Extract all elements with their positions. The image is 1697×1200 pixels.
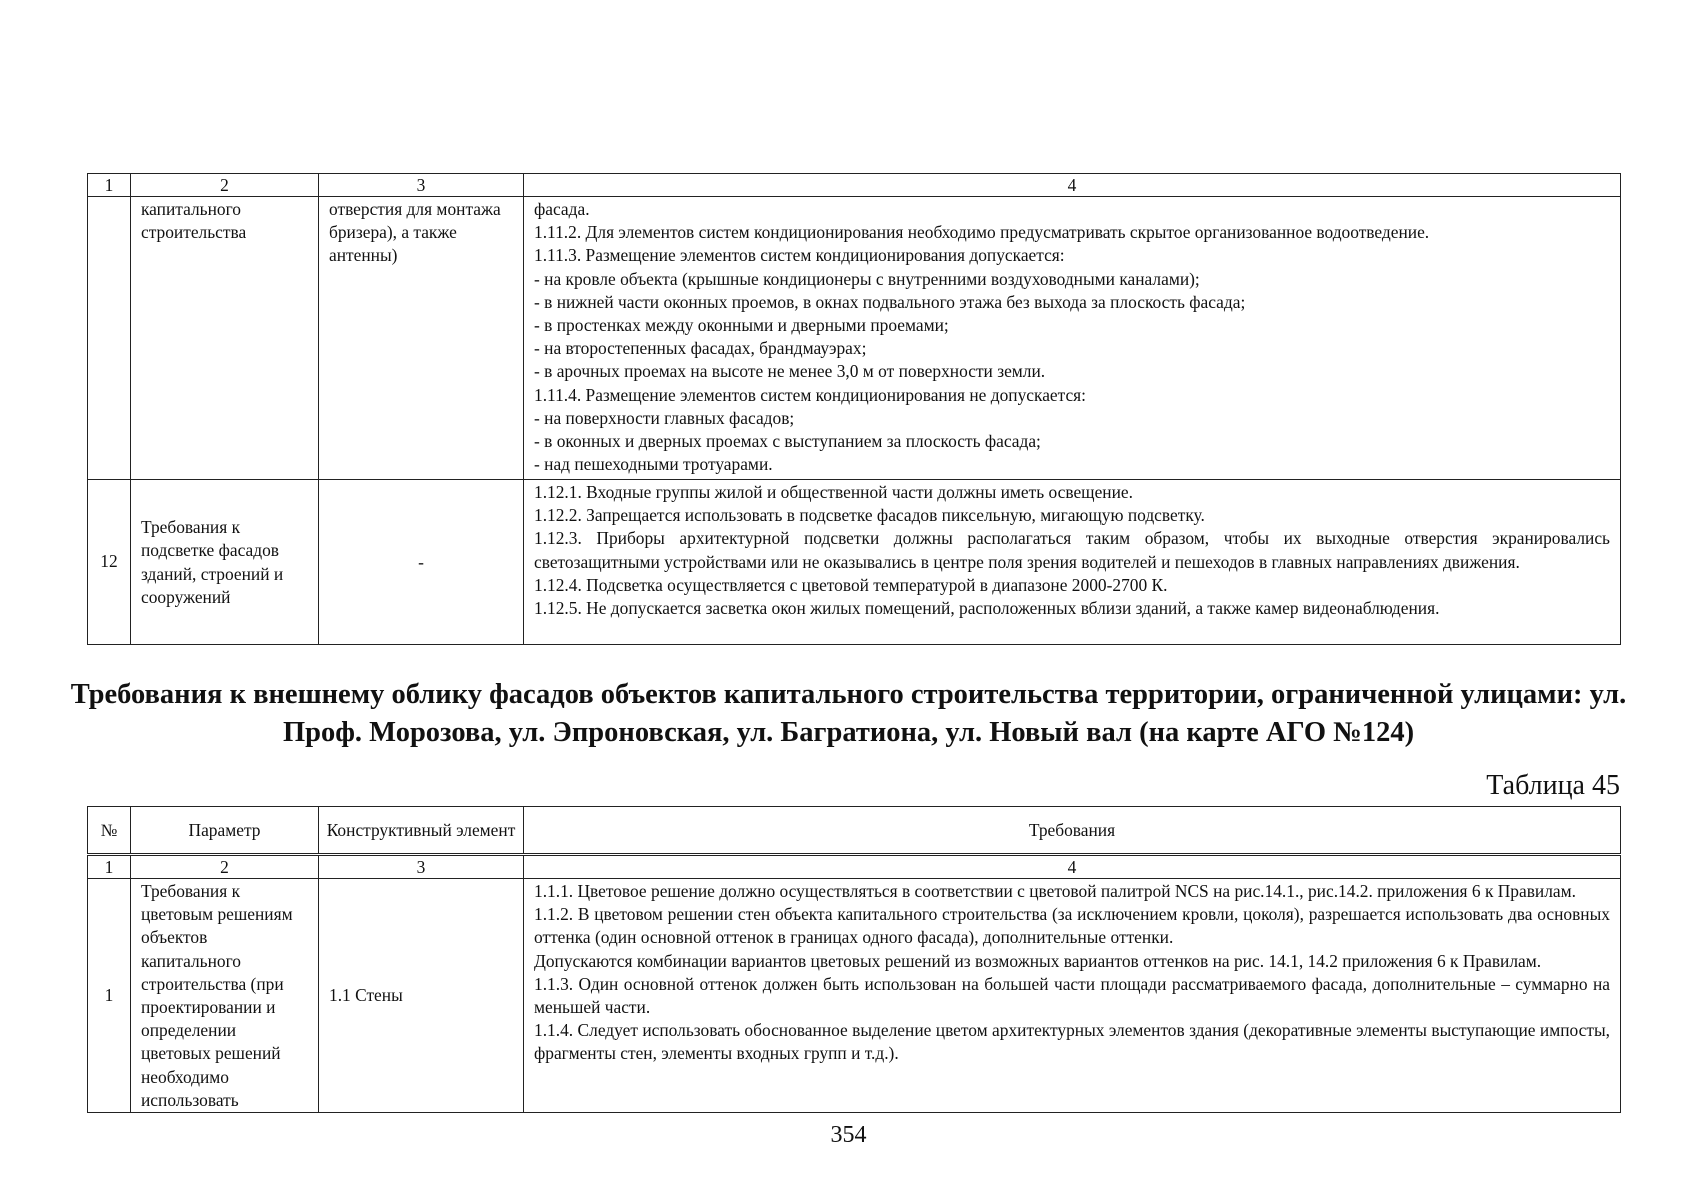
col-number-4: 4: [524, 855, 1621, 879]
table-row: [88, 197, 1621, 480]
row-number: 1: [88, 879, 131, 1113]
section-title: Требования к внешнему облику фасадов объектов капитального строительства территории, ограниченной улицами: ул. Проф. Морозова, ул. Эпроновская, ул. Багратиона, ул. Новый вал (на карте АГО №124): [70, 679, 1627, 748]
requirement-paragraph: 1.1.1. Цветовое решение должно осуществляться в соответствии с цветовой палитрой NCS на рис.14.1., рис.14.2. приложения 6 к Правилам.: [534, 881, 1576, 901]
requirement-line: 1.12.3. Приборы архитектурной подсветки должны располагаться таким образом, чтобы их выходные отверстия экранировались светозащитными устройствами или не оказывались в центре поля зрения водителей и пешеходов в главных направлениях движения.: [534, 528, 1610, 572]
table-row: [88, 480, 1621, 645]
row-requirements: [524, 197, 1621, 480]
requirement-paragraph: 1.1.4. Следует использовать обоснованное выделение цветом архитектурных элементов здания (декоративные элементы выступающие импосты, фрагменты стен, элементы входных групп и т.д.).: [534, 1020, 1610, 1064]
requirement-paragraph: Допускаются комбинации вариантов цветовых решений из возможных вариантов оттенков на рис. 14.1, 14.2 приложения 6 к Правилам.: [534, 950, 1542, 971]
table-row: [88, 879, 1621, 1113]
requirement-line: - на кровле объекта (крышные кондиционеры с внутренними воздуховодными каналами);: [534, 268, 1200, 289]
requirement-line: 1.12.1. Входные группы жилой и общественной части должны иметь освещение.: [534, 482, 1133, 502]
column-header-parameter: Параметр: [131, 807, 319, 855]
row-number: 12: [88, 480, 131, 645]
column-number-row: [88, 174, 1621, 197]
requirement-line: - над пешеходными тротуарами.: [534, 454, 773, 475]
column-number-row: [88, 855, 1621, 879]
col-number-3: 3: [319, 174, 524, 197]
row-parameter: капитального строительства: [131, 197, 319, 480]
column-header-requirements: Требования: [524, 807, 1621, 855]
continuation-table: [87, 173, 1621, 645]
row-number: [88, 197, 131, 480]
col-number-1: 1: [88, 174, 131, 197]
requirement-line: 1.11.4. Размещение элементов систем кондиционирования не допускается:: [534, 384, 1086, 405]
column-header-row: [88, 807, 1621, 855]
row-element: 1.1 Стены: [319, 879, 524, 1113]
row-element: отверстия для монтажа бризера), а также антенны): [319, 197, 524, 480]
requirement-line: 1.12.5. Не допускается засветка окон жилых помещений, расположенных вблизи зданий, а также камер видеонаблюдения.: [534, 598, 1440, 619]
requirement-line: - в нижней части оконных проемов, в окнах подвального этажа без выхода за плоскость фасада;: [534, 291, 1246, 312]
row-parameter: Требования к цветовым решениям объектов капитального строительства (при проектировании и определении цветовых решений необходимо использовать: [131, 879, 319, 1113]
requirement-line: - на второстепенных фасадах, брандмауэрах;: [534, 338, 867, 359]
requirement-line: 1.11.2. Для элементов систем кондиционирования необходимо предусматривать скрытое организованное водоотведение.: [534, 222, 1430, 243]
column-header-number: №: [88, 807, 131, 855]
col-number-4: 4: [524, 174, 1621, 197]
table-label: Таблица 45: [1486, 770, 1620, 801]
page-number: 354: [830, 1122, 867, 1148]
row-parameter: Требования к подсветке фасадов зданий, строений и сооружений: [131, 480, 319, 645]
column-header-element: Конструктивный элемент: [319, 807, 524, 855]
requirement-line: - в арочных проемах на высоте не менее 3,0 м от поверхности земли.: [534, 361, 1046, 382]
requirements-table: [87, 806, 1621, 1113]
requirement-line: 1.12.4. Подсветка осуществляется с цветовой температурой в диапазоне 2000-2700 К.: [534, 574, 1168, 595]
requirement-line: 1.12.2. Запрещается использовать в подсветке фасадов пиксельную, мигающую подсветку.: [534, 505, 1205, 526]
col-number-2: 2: [131, 174, 319, 197]
row-element: -: [319, 480, 524, 645]
row-requirements: [524, 879, 1621, 1113]
col-number-3: 3: [319, 855, 524, 879]
requirement-line: - на поверхности главных фасадов;: [534, 407, 795, 428]
requirement-line: - в оконных и дверных проемах с выступанием за плоскость фасада;: [534, 431, 1041, 452]
requirement-line: 1.11.3. Размещение элементов систем кондиционирования допускается:: [534, 245, 1065, 266]
col-number-1: 1: [88, 855, 131, 879]
col-number-2: 2: [131, 855, 319, 879]
row-requirements: [524, 480, 1621, 645]
requirement-line: - в простенках между оконными и дверными проемами;: [534, 315, 949, 336]
requirement-paragraph: 1.1.3. Один основной оттенок должен быть использован на большей части площади рассматриваемого фасада, дополнительные – суммарно на меньшей части.: [534, 973, 1610, 1018]
requirement-paragraph: 1.1.2. В цветовом решении стен объекта капитального строительства (за исключением кровли, цоколя), разрешается использовать два основных оттенка (один основной оттенок в границах одного фасада), дополнительные оттенки.: [534, 904, 1610, 948]
requirement-line: фасада.: [534, 199, 590, 219]
